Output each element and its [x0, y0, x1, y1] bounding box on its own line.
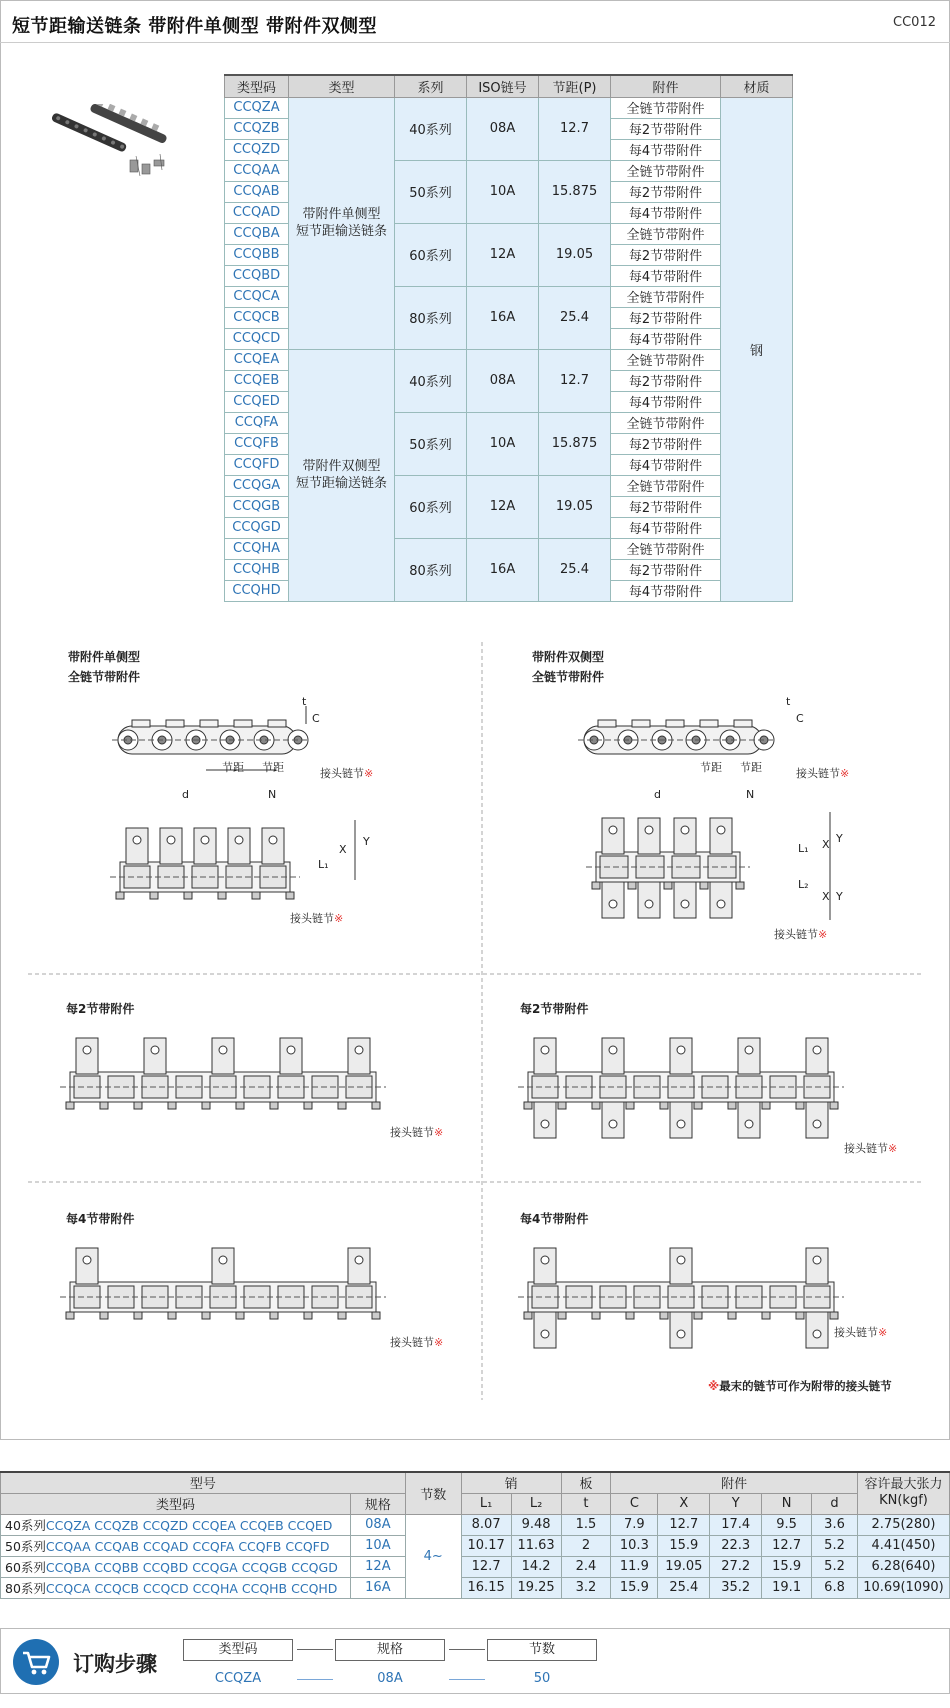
h-n: N	[762, 1493, 812, 1514]
dim-d: d	[654, 788, 661, 801]
spec-tension: 4.41(450)	[857, 1535, 949, 1556]
spec-tension: 2.75(280)	[857, 1514, 949, 1535]
order-step-type-code: 类型码	[183, 1639, 293, 1661]
dim-x-lower: X	[822, 890, 830, 903]
attachment-type: 每4节带附件	[611, 391, 721, 412]
joint-mark: ※	[888, 1142, 898, 1155]
pitch-value: 15.875	[539, 412, 611, 475]
pitch-value: 19.05	[539, 223, 611, 286]
spec-n: 19.1	[762, 1577, 812, 1598]
dim-x: X	[339, 843, 347, 856]
spec-row	[1, 1514, 950, 1535]
types-header-2: 系列	[395, 75, 467, 97]
type-code[interactable]: CCQFD	[225, 454, 289, 475]
pitch-label-2: 节距	[262, 761, 284, 774]
h-l2: L₂	[511, 1493, 561, 1514]
iso-number: 10A	[467, 412, 539, 475]
pitch-value: 12.7	[539, 97, 611, 160]
order-value-connector-2	[449, 1679, 485, 1680]
spec-l2: 11.63	[511, 1535, 561, 1556]
type-code[interactable]: CCQFB	[225, 433, 289, 454]
attachment-type: 全链节带附件	[611, 223, 721, 244]
h-l1: L₁	[461, 1493, 511, 1514]
joint-mark: ※	[878, 1326, 888, 1339]
attachment-type: 全链节带附件	[611, 538, 721, 559]
spec-row	[1, 1556, 950, 1577]
dim-n: N	[746, 788, 755, 801]
chain-product-image	[44, 104, 174, 186]
spec-t: 1.5	[561, 1514, 611, 1535]
spec-x: 15.9	[658, 1535, 710, 1556]
single-every4-title: 每4节带附件	[66, 1212, 135, 1226]
dim-l1: L₁	[318, 858, 329, 871]
spec-d: 3.6	[812, 1514, 858, 1535]
iso-number: 12A	[467, 223, 539, 286]
attachment-type: 全链节带附件	[611, 412, 721, 433]
type-code[interactable]: CCQCA	[225, 286, 289, 307]
spec-series-cell	[1, 1577, 351, 1598]
spec-l2: 9.48	[511, 1514, 561, 1535]
spec-row	[1, 1577, 950, 1598]
spec-series-cell	[1, 1514, 351, 1535]
attachment-type: 每4节带附件	[611, 517, 721, 538]
iso-number: 08A	[467, 349, 539, 412]
types-header-5: 附件	[611, 75, 721, 97]
pitch-value: 12.7	[539, 349, 611, 412]
connector-parts	[130, 154, 164, 176]
attachment-type: 每2节带附件	[611, 559, 721, 580]
types-header-3: ISO链号	[467, 75, 539, 97]
attachment-type: 全链节带附件	[611, 286, 721, 307]
joint-mark: ※	[434, 1126, 444, 1139]
pitch-label-2: 节距	[740, 761, 762, 774]
order-connector-1	[297, 1649, 333, 1650]
double-every2-title: 每2节带附件	[520, 1002, 589, 1016]
type-code[interactable]: CCQAB	[225, 181, 289, 202]
h-plate: 板	[561, 1472, 611, 1493]
type-code[interactable]: CCQFA	[225, 412, 289, 433]
h-size: 规格	[350, 1493, 405, 1514]
footnote	[708, 1378, 892, 1394]
h-links: 节数	[405, 1472, 461, 1514]
type-code[interactable]: CCQZD	[225, 139, 289, 160]
spec-l1: 10.17	[461, 1535, 511, 1556]
joint-link-label: 接头链节※	[834, 1326, 888, 1339]
h-attach: 附件	[611, 1472, 858, 1493]
iso-number: 12A	[467, 475, 539, 538]
series-name: 80系列	[395, 286, 467, 349]
order-section	[0, 1628, 950, 1694]
spec-d: 5.2	[812, 1535, 858, 1556]
footnote-mark: ※	[708, 1379, 720, 1393]
spec-t: 3.2	[561, 1577, 611, 1598]
h-model: 型号	[1, 1472, 406, 1493]
dim-t: t	[302, 695, 307, 708]
spec-l2: 19.25	[511, 1577, 561, 1598]
type-code[interactable]: CCQAA	[225, 160, 289, 181]
order-value-links: 50	[533, 1671, 551, 1686]
diagram-area	[0, 630, 950, 1410]
spec-series-cell	[1, 1556, 351, 1577]
order-connector-2	[449, 1649, 485, 1650]
dim-y-lower: Y	[836, 890, 843, 903]
spec-y: 27.2	[710, 1556, 762, 1577]
spec-c: 11.9	[611, 1556, 658, 1577]
attachment-type: 每2节带附件	[611, 244, 721, 265]
spec-t: 2	[561, 1535, 611, 1556]
spec-row	[1, 1535, 950, 1556]
attachment-type: 每2节带附件	[611, 307, 721, 328]
order-value-connector-1	[297, 1679, 333, 1680]
spec-codes[interactable]: CCQZA CCQZB CCQZD CCQEA CCQEB CCQED	[45, 1517, 333, 1533]
attachment-type: 每4节带附件	[611, 139, 721, 160]
cart-icon	[13, 1639, 59, 1685]
types-table	[224, 74, 793, 602]
spec-tension: 10.69(1090)	[857, 1577, 949, 1598]
joint-mark: ※	[364, 767, 374, 780]
joint-link-label: 接头链节※	[290, 912, 344, 925]
spec-codes[interactable]: CCQCA CCQCB CCQCD CCQHA CCQHB CCQHD	[45, 1580, 338, 1596]
h-y: Y	[710, 1493, 762, 1514]
attachment-type: 每2节带附件	[611, 496, 721, 517]
spec-series-cell	[1, 1535, 351, 1556]
order-value-type-code: CCQZA	[214, 1671, 262, 1686]
spec-tension: 6.28(640)	[857, 1556, 949, 1577]
type-code[interactable]: CCQAD	[225, 202, 289, 223]
double-type-title: 带附件双侧型	[532, 650, 605, 664]
spec-x: 19.05	[658, 1556, 710, 1577]
attachment-type: 全链节带附件	[611, 160, 721, 181]
order-value-size: 08A	[377, 1671, 403, 1686]
type-code[interactable]: CCQZB	[225, 118, 289, 139]
single-every2-title: 每2节带附件	[66, 1002, 135, 1016]
h-tension: 容许最大张力 KN(kgf)	[857, 1472, 949, 1514]
type-code[interactable]: CCQHA	[225, 538, 289, 559]
series-name: 60系列	[395, 223, 467, 286]
type-code[interactable]: CCQCB	[225, 307, 289, 328]
series-name: 80系列	[395, 538, 467, 601]
type-code[interactable]: CCQCD	[225, 328, 289, 349]
iso-number: 16A	[467, 286, 539, 349]
pitch-value: 15.875	[539, 160, 611, 223]
dim-t: t	[786, 695, 791, 708]
types-header-0: 类型码	[225, 75, 289, 97]
h-x: X	[658, 1493, 710, 1514]
joint-link-label: 接头链节※	[390, 1336, 444, 1349]
dim-x: X	[822, 838, 830, 851]
series-name: 40系列	[395, 97, 467, 160]
type-code[interactable]: CCQEA	[225, 349, 289, 370]
single-full-title: 全链节带附件	[68, 670, 141, 684]
spec-series: 60系列	[5, 1559, 46, 1575]
h-d: d	[812, 1493, 858, 1514]
dim-n: N	[268, 788, 277, 801]
double-every4-title: 每4节带附件	[520, 1212, 589, 1226]
attachment-type: 每2节带附件	[611, 433, 721, 454]
series-name: 50系列	[395, 160, 467, 223]
type-code[interactable]: CCQHD	[225, 580, 289, 601]
joint-link-label: 接头链节※	[390, 1126, 444, 1139]
type-code[interactable]: CCQEB	[225, 370, 289, 391]
joint-link-label: 接头链节※	[774, 928, 828, 941]
type-code[interactable]: CCQBB	[225, 244, 289, 265]
dim-l2: L₂	[798, 878, 809, 891]
material: 钢	[721, 97, 793, 601]
attachment-type: 每4节带附件	[611, 328, 721, 349]
type-name: 带附件单侧型 短节距输送链条	[289, 97, 395, 349]
footnote-text: 最末的链节可作为附带的接头链节	[719, 1379, 892, 1393]
iso-number: 08A	[467, 97, 539, 160]
type-code[interactable]: CCQZA	[225, 97, 289, 118]
spec-x: 25.4	[658, 1577, 710, 1598]
pitch-label-1: 节距	[222, 761, 244, 774]
joint-mark: ※	[840, 767, 850, 780]
spec-l1: 16.15	[461, 1577, 511, 1598]
type-code[interactable]: CCQGD	[225, 517, 289, 538]
attachment-type: 每4节带附件	[611, 265, 721, 286]
diagram-grid-lines	[0, 630, 950, 1410]
spec-d: 6.8	[812, 1577, 858, 1598]
spec-n: 15.9	[762, 1556, 812, 1577]
spec-y: 17.4	[710, 1514, 762, 1535]
series-name: 60系列	[395, 475, 467, 538]
attachment-type: 全链节带附件	[611, 97, 721, 118]
types-header-6: 材质	[721, 75, 793, 97]
series-name: 50系列	[395, 412, 467, 475]
series-name: 40系列	[395, 349, 467, 412]
type-code[interactable]: CCQHB	[225, 559, 289, 580]
type-code[interactable]: CCQGB	[225, 496, 289, 517]
attachment-type: 每2节带附件	[611, 118, 721, 139]
spec-series: 80系列	[5, 1580, 46, 1596]
attachment-type: 每2节带附件	[611, 370, 721, 391]
attachment-type: 全链节带附件	[611, 475, 721, 496]
types-row	[225, 349, 793, 370]
dim-d: d	[182, 788, 189, 801]
joint-link-label: 接头链节※	[320, 767, 374, 780]
spec-c: 15.9	[611, 1577, 658, 1598]
spec-size[interactable]: 10A	[350, 1535, 405, 1556]
order-step-size: 规格	[335, 1639, 445, 1661]
spec-size[interactable]: 16A	[350, 1577, 405, 1598]
joint-mark: ※	[434, 1336, 444, 1349]
spec-l1: 12.7	[461, 1556, 511, 1577]
types-header-1: 类型	[289, 75, 395, 97]
page-title: 短节距输送链条 带附件单侧型 带附件双侧型	[12, 16, 378, 37]
spec-l1: 8.07	[461, 1514, 511, 1535]
attachment-type: 每4节带附件	[611, 580, 721, 601]
joint-link-label: 接头链节※	[796, 767, 850, 780]
h-c: C	[611, 1493, 658, 1514]
joint-link-label: 接头链节※	[844, 1142, 898, 1155]
h-type-code: 类型码	[1, 1493, 351, 1514]
spec-table	[0, 1471, 950, 1599]
attachment-type: 每4节带附件	[611, 202, 721, 223]
type-code[interactable]: CCQED	[225, 391, 289, 412]
spec-n: 12.7	[762, 1535, 812, 1556]
joint-mark: ※	[818, 928, 828, 941]
pitch-value: 19.05	[539, 475, 611, 538]
type-name: 带附件双侧型 短节距输送链条	[289, 349, 395, 601]
spec-y: 35.2	[710, 1577, 762, 1598]
spec-y: 22.3	[710, 1535, 762, 1556]
types-row	[225, 97, 793, 118]
types-header-4: 节距(P)	[539, 75, 611, 97]
page-code: CC012	[893, 15, 936, 30]
spec-series: 50系列	[5, 1538, 46, 1554]
type-code[interactable]: CCQBA	[225, 223, 289, 244]
spec-size[interactable]: 12A	[350, 1556, 405, 1577]
type-code[interactable]: CCQGA	[225, 475, 289, 496]
iso-number: 10A	[467, 160, 539, 223]
title-divider	[0, 42, 950, 43]
spec-c: 10.3	[611, 1535, 658, 1556]
spec-t: 2.4	[561, 1556, 611, 1577]
order-title: 订购步骤	[73, 1652, 157, 1676]
pitch-label-1: 节距	[700, 761, 722, 774]
dim-c: C	[312, 712, 320, 725]
spec-codes[interactable]: CCQAA CCQAB CCQAD CCQFA CCQFB CCQFD	[45, 1538, 330, 1554]
h-t: t	[561, 1493, 611, 1514]
spec-n: 9.5	[762, 1514, 812, 1535]
spec-d: 5.2	[812, 1556, 858, 1577]
dim-c: C	[796, 712, 804, 725]
spec-series: 40系列	[5, 1517, 46, 1533]
h-pin: 销	[461, 1472, 561, 1493]
iso-number: 16A	[467, 538, 539, 601]
spec-codes[interactable]: CCQBA CCQBB CCQBD CCQGA CCQGB CCQGD	[45, 1559, 338, 1575]
pitch-value: 25.4	[539, 286, 611, 349]
type-code[interactable]: CCQBD	[225, 265, 289, 286]
single-type-title: 带附件单侧型	[68, 650, 141, 664]
order-step-links: 节数	[487, 1639, 597, 1661]
dim-y: Y	[363, 835, 370, 848]
spec-x: 12.7	[658, 1514, 710, 1535]
pitch-value: 25.4	[539, 538, 611, 601]
spec-size[interactable]: 08A	[350, 1514, 405, 1535]
double-full-title: 全链节带附件	[532, 670, 605, 684]
spec-l2: 14.2	[511, 1556, 561, 1577]
spec-c: 7.9	[611, 1514, 658, 1535]
joint-mark: ※	[334, 912, 344, 925]
attachment-type: 每2节带附件	[611, 181, 721, 202]
attachment-type: 全链节带附件	[611, 349, 721, 370]
attachment-type: 每4节带附件	[611, 454, 721, 475]
dim-y: Y	[836, 832, 843, 845]
dim-l1: L₁	[798, 842, 809, 855]
spec-links: 4~	[405, 1514, 461, 1598]
